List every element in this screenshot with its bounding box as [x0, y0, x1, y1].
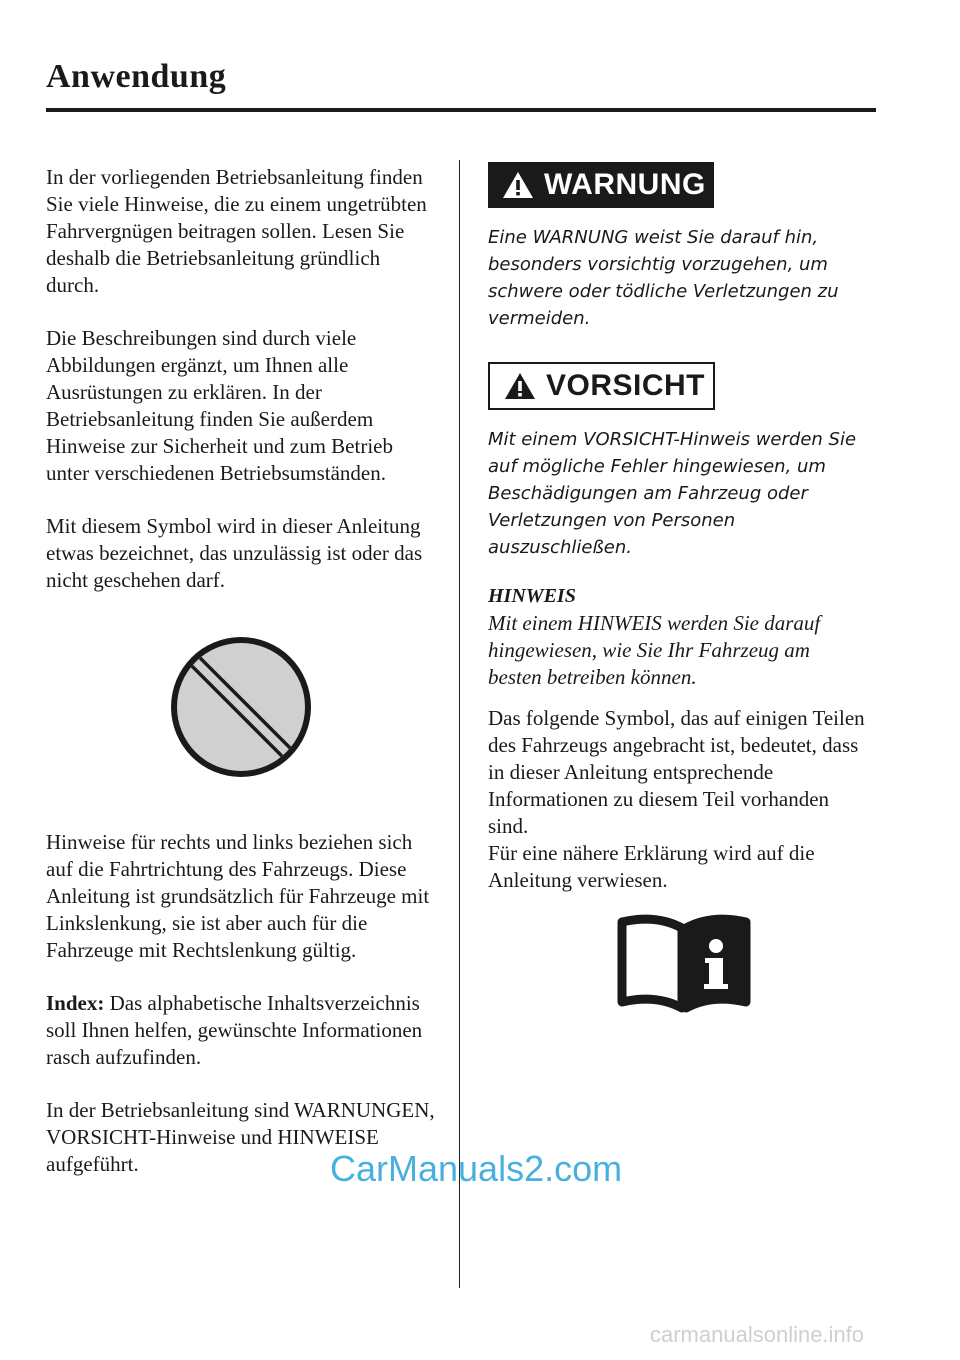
prohibition-symbol — [46, 634, 436, 785]
title-rule — [46, 108, 876, 112]
left-column — [46, 164, 436, 1204]
index-paragraph — [46, 990, 436, 1071]
warning-triangle-icon — [502, 171, 534, 199]
note-text: Mit einem HINWEIS werden Sie darauf hingewiesen, wie Sie Ihr Fahrzeug am besten betreiben können. — [488, 611, 821, 689]
direction-paragraph: Hinweise für rechts und links beziehen sich auf die Fahrtrichtung des Fahrzeugs. Diese Anleitung ist grundsätzlich für Fahrzeuge mit Linkslenkung, sie ist aber auch für die Fahrzeuge mit Rechtslenkung gültig. — [46, 830, 430, 962]
warning-triangle-icon — [504, 372, 536, 400]
symbol-explanation: Das folgende Symbol, das auf einigen Teilen des Fahrzeugs angebracht ist, bedeutet, dass in dieser Anleitung entsprechende Informationen zu diesem Teil vorhanden sind. — [488, 706, 865, 838]
refer-paragraph: Für eine nähere Erklärung wird auf die Anleitung verwiesen. — [488, 841, 815, 892]
warning-label-text: WARNUNG — [544, 168, 706, 201]
warning-text: Eine WARNUNG weist Sie darauf hin, besonders vorsichtig vorzugehen, um schwere oder tödliche Verletzungen zu vermeiden. — [488, 227, 839, 329]
intro-paragraph: In der vorliegenden Betriebsanleitung finden Sie viele Hinweise, die zu einem ungetrübten Fahrvergnügen beitragen sollen. Lesen Sie deshalb die Betriebsanleitung gründlich durch. — [46, 165, 427, 297]
page-title: Anwendung — [46, 58, 227, 95]
symbol-paragraph: Mit diesem Symbol wird in dieser Anleitung etwas bezeichnet, das unzulässig ist oder das nicht geschehen darf. — [46, 514, 423, 592]
warning-label — [488, 162, 714, 208]
manual-symbol — [488, 910, 868, 1019]
index-label: Index: — [46, 991, 105, 1015]
right-column — [488, 162, 868, 1019]
footer-watermark: carmanualsonline.info — [650, 1322, 865, 1347]
manual-info-icon — [616, 910, 752, 1014]
note-heading: HINWEIS — [488, 585, 576, 607]
site-watermark: CarManuals2.com — [330, 1148, 623, 1189]
prohibition-icon — [168, 634, 314, 780]
caution-label-text: VORSICHT — [546, 369, 706, 402]
index-text: Das alphabetische Inhaltsverzeichnis soll Ihnen helfen, gewünschte Informationen rasch aufzufinden. — [46, 991, 423, 1069]
caution-label — [488, 362, 715, 410]
notices-paragraph: In der Betriebsanleitung sind WARNUNGEN, VORSICHT-Hinweise und HINWEISE aufgeführt. — [46, 1098, 435, 1176]
column-divider — [459, 160, 460, 1288]
illustrations-paragraph: Die Beschreibungen sind durch viele Abbildungen ergänzt, um Ihnen alle Ausrüstungen zu erklären. In der Betriebsanleitung finden Sie außerdem Hinweise zur Sicherheit und zum Betrieb unter verschiedenen Betriebsumständen. — [46, 326, 393, 485]
caution-text: Mit einem VORSICHT-Hinweis werden Sie auf mögliche Fehler hingewiesen, um Beschädigungen am Fahrzeug oder Verletzungen von Personen auszuschließen. — [488, 429, 857, 558]
